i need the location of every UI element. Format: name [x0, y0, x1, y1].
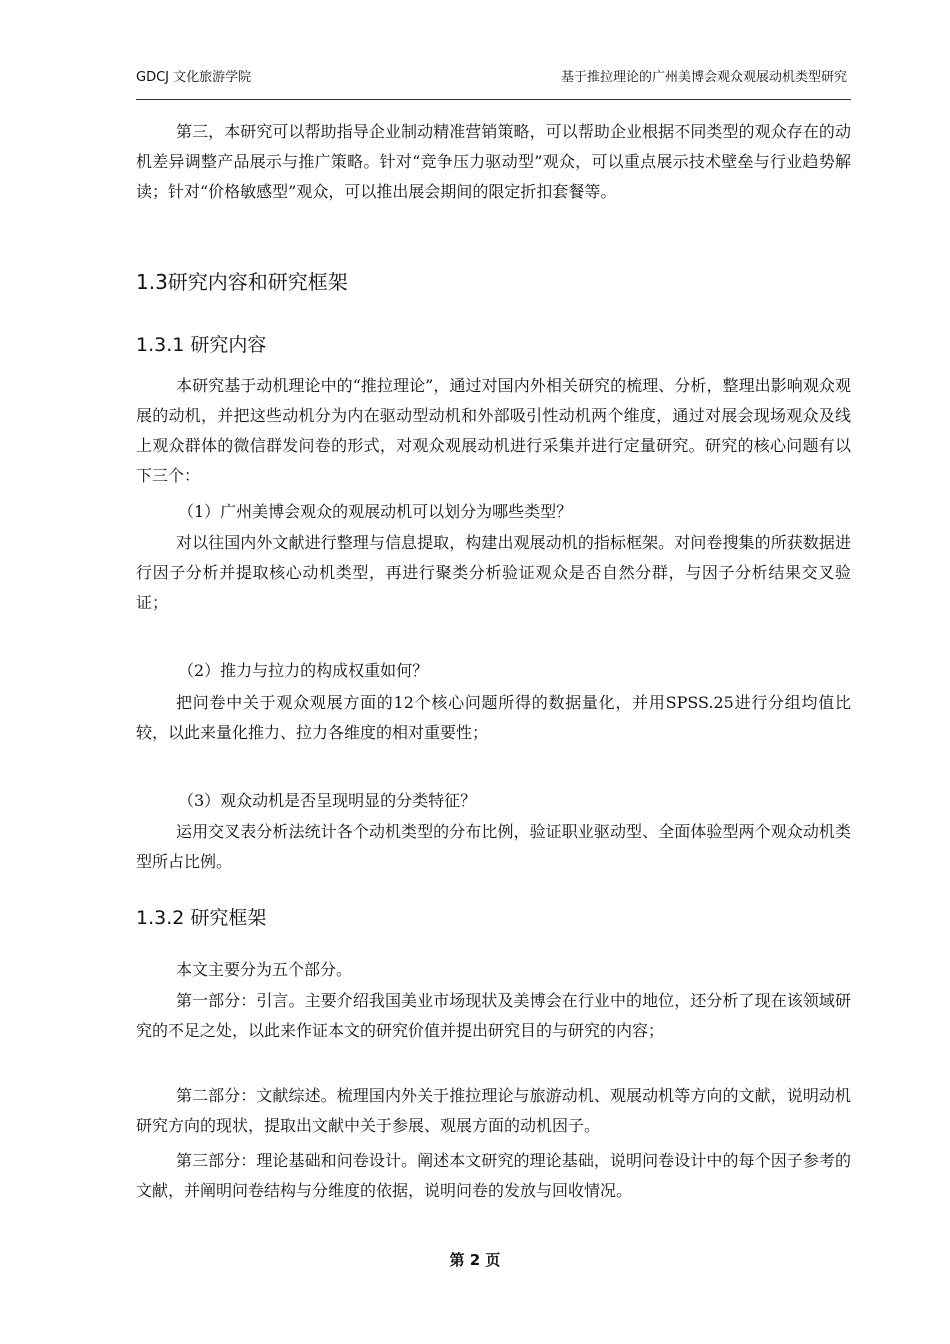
paragraph-research-content: 本研究基于动机理论中的“推拉理论”，通过对国内外相关研究的梳理、分析，整理出影响观众观展的动机，并把这些动机分为内在驱动型动机和外部吸引性动机两个维度，通过对展会现场观众及线上观众群体的微信群发问卷的形式，对观众观展动机进行采集并进行定量研究。研究的核心问题有以下三个： — [136, 376, 851, 485]
subsection-heading-1-3-1: 1.3.1 研究内容 — [136, 334, 267, 356]
question-1-text: 对以往国内外文献进行整理与信息提取，构建出观展动机的指标框架。对问卷搜集的所获数据进行因子分析并提取核心动机类型，再进行聚类分析验证观众是否自然分群，与因子分析结果交叉验证； — [136, 533, 851, 612]
question-1: （1）广州美博会观众的观展动机可以划分为哪些类型？ — [178, 502, 573, 521]
page-header — [136, 66, 851, 88]
question-2: （2）推力与拉力的构成权重如何？ — [178, 661, 429, 680]
paragraph-part-2: 第二部分：文献综述。梳理国内外关于推拉理论与旅游动机、观展动机等方向的文献，说明动机研究方向的现状，提取出文献中关于参展、观展方面的动机因子。 — [136, 1086, 851, 1135]
header-institution: GDCJ 文化旅游学院 — [136, 70, 252, 85]
header-paper-title: 基于推拉理论的广州美博会观众观展动机类型研究 — [560, 70, 847, 85]
paragraph-overview: 本文主要分为五个部分。 — [176, 960, 353, 979]
question-2-text: 把问卷中关于观众观展方面的12个核心问题所得的数据量化，并用SPSS.25进行分组均值比较，以此来量化推力、拉力各维度的相对重要性； — [136, 693, 851, 742]
subsection-heading-1-3-2: 1.3.2 研究框架 — [136, 907, 267, 929]
page-number: 第 2 页 — [449, 1251, 501, 1269]
header-divider — [136, 99, 851, 100]
section-heading-1-3: 1.3研究内容和研究框架 — [136, 270, 348, 294]
question-3-text: 运用交叉表分析法统计各个动机类型的分布比例，验证职业驱动型、全面体验型两个观众动机类型所占比例。 — [136, 822, 851, 871]
paragraph-part-1: 第一部分：引言。主要介绍我国美业市场现状及美博会在行业中的地位，还分析了现在该领域研究的不足之处，以此来作证本文的研究价值并提出研究目的与研究的内容； — [136, 991, 851, 1040]
question-3: （3）观众动机是否呈现明显的分类特征？ — [178, 791, 477, 810]
paragraph-intro: 第三，本研究可以帮助指导企业制动精准营销策略，可以帮助企业根据不同类型的观众存在的动机差异调整产品展示与推广策略。针对“竞争压力驱动型”观众，可以重点展示技术壁垒与行业趋势解读；针对“价格敏感型”观众，可以推出展会期间的限定折扣套餐等。 — [136, 122, 851, 201]
paragraph-part-3: 第三部分：理论基础和问卷设计。阐述本文研究的理论基础，说明问卷设计中的每个因子参考的文献，并阐明问卷结构与分维度的依据，说明问卷的发放与回收情况。 — [136, 1151, 851, 1200]
